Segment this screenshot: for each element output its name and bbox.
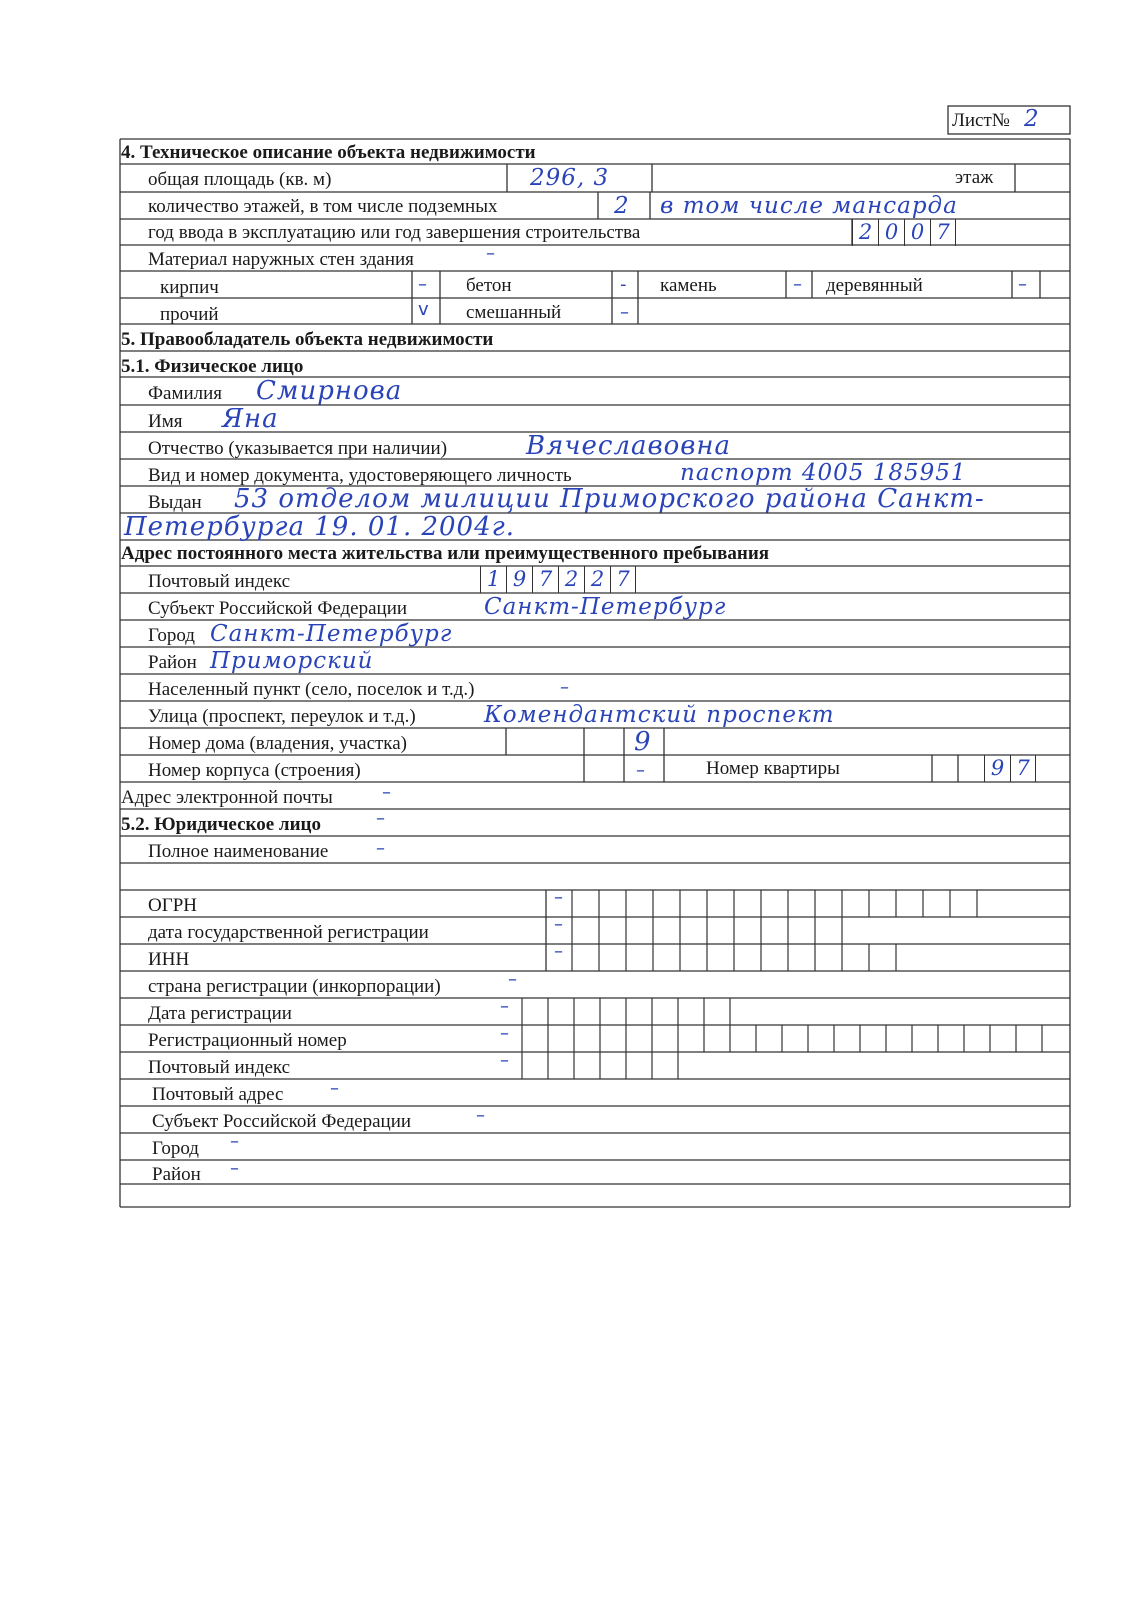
section5-title: 5. Правообладатель объекта недвижимости <box>121 329 494 350</box>
digit-cell[interactable]: 7 <box>532 566 558 593</box>
subject-label: Субъект Российской Федерации <box>148 598 408 619</box>
city-value[interactable]: Санкт-Петербург <box>210 621 453 647</box>
sheet-number: 2 <box>1024 106 1040 132</box>
postcode-label: Почтовый индекс <box>148 571 291 592</box>
district2-label: Район <box>152 1164 201 1185</box>
ogrn-label: ОГРН <box>148 895 197 916</box>
email-label: Адрес электронной почты <box>121 787 333 808</box>
digit-cell[interactable]: 2 <box>852 219 878 246</box>
street-value[interactable]: Комендантский проспект <box>484 702 835 728</box>
patronymic-label: Отчество (указывается при наличии) <box>148 438 448 459</box>
digit-cell[interactable]: 9 <box>506 566 532 593</box>
walls-label: Материал наружных стен здания <box>148 249 414 270</box>
digit-cell[interactable]: 0 <box>904 219 930 246</box>
country-label: страна регистрации (инкорпорации) <box>148 976 441 997</box>
issued-value-2[interactable]: Петербурга 19. 01. 2004г. <box>124 512 516 542</box>
stone-label: камень <box>660 275 717 296</box>
year-label: год ввода в эксплуатацию или год завершения строительства <box>148 222 641 243</box>
city2-label: Город <box>152 1138 199 1159</box>
locality-value[interactable]: – <box>560 677 569 698</box>
section4-title: 4. Техническое описание объекта недвижимости <box>121 142 536 163</box>
digit-cell[interactable]: 7 <box>610 566 636 593</box>
surname-label: Фамилия <box>148 383 223 404</box>
floors-label: количество этажей, в том числе подземных <box>148 196 498 217</box>
digit-cell[interactable]: 1 <box>480 566 506 593</box>
building-label: Номер корпуса (строения) <box>148 760 361 781</box>
fullname-value[interactable]: – <box>376 838 385 859</box>
subject2-label: Субъект Российской Федерации <box>152 1111 412 1132</box>
stone-value[interactable]: – <box>793 274 802 295</box>
patronymic-value[interactable]: Вячеславовна <box>526 431 732 461</box>
doc-label: Вид и номер документа, удостоверяющего личность <box>148 465 572 486</box>
flat-cells[interactable] <box>984 755 1036 782</box>
mixed-label: смешанный <box>466 302 562 323</box>
legal-value[interactable]: – <box>376 808 385 829</box>
regnum-value[interactable]: – <box>500 1023 509 1044</box>
address-title: Адрес постоянного места жительства или преимущественного пребывания <box>121 543 770 564</box>
area-value[interactable]: 296, 3 <box>530 165 610 191</box>
mixed-value[interactable]: – <box>620 302 629 323</box>
digit-cell[interactable]: 9 <box>984 755 1010 782</box>
digit-cell[interactable]: 7 <box>1010 755 1036 782</box>
postcode-cells[interactable] <box>480 566 636 593</box>
doc-value[interactable]: паспорт 4005 185951 <box>680 460 967 486</box>
regnum-label: Регистрационный номер <box>148 1030 347 1051</box>
legal-title: 5.2. Юридическое лицо <box>121 814 321 835</box>
other-label: прочий <box>160 304 219 325</box>
house-label: Номер дома (владения, участка) <box>148 733 408 754</box>
ogrn-value[interactable]: – <box>554 887 563 908</box>
district-value[interactable]: Приморский <box>210 648 374 674</box>
digit-cell[interactable]: 0 <box>878 219 904 246</box>
inn-value[interactable]: – <box>554 941 563 962</box>
fullname-label: Полное наименование <box>148 841 329 862</box>
postcode2-value[interactable]: – <box>500 1050 509 1071</box>
regdate2-label: Дата регистрации <box>148 1003 292 1024</box>
floor-label: этаж <box>955 167 994 188</box>
concrete-value[interactable]: - <box>620 274 627 295</box>
house-value[interactable]: 9 <box>634 727 652 757</box>
floors-value[interactable]: 2 <box>614 193 630 219</box>
wood-value[interactable]: – <box>1018 274 1027 295</box>
postaddr-value[interactable]: – <box>330 1078 339 1099</box>
area-label: общая площадь (кв. м) <box>148 169 332 190</box>
brick-label: кирпич <box>160 277 219 298</box>
floors-note[interactable]: в том числе мансарда <box>660 193 958 219</box>
country-value[interactable]: – <box>508 969 517 990</box>
wood-label: деревянный <box>826 275 923 296</box>
regdate-label: дата государственной регистрации <box>148 922 429 943</box>
concrete-label: бетон <box>466 275 512 296</box>
issued-label: Выдан <box>148 492 202 513</box>
locality-label: Населенный пункт (село, поселок и т.д.) <box>148 679 475 700</box>
subject2-value[interactable]: – <box>476 1105 485 1126</box>
issued-value-1[interactable]: 53 отделом милиции Приморского района Санкт- <box>234 484 985 514</box>
digit-cell[interactable]: 2 <box>584 566 610 593</box>
city2-value[interactable]: – <box>230 1131 239 1152</box>
district2-value[interactable]: – <box>230 1158 239 1179</box>
flat-label: Номер квартиры <box>706 758 840 779</box>
brick-value[interactable]: – <box>418 274 427 295</box>
regdate2-value[interactable]: – <box>500 996 509 1017</box>
digit-cell[interactable]: 2 <box>558 566 584 593</box>
regdate-value[interactable]: – <box>554 914 563 935</box>
surname-value[interactable]: Смирнова <box>256 376 403 406</box>
individual-title: 5.1. Физическое лицо <box>121 356 304 377</box>
walls-value[interactable]: – <box>486 243 495 264</box>
street-label: Улица (проспект, переулок и т.д.) <box>148 706 416 727</box>
digit-cell[interactable]: 7 <box>930 219 956 246</box>
district-label: Район <box>148 652 197 673</box>
postaddr-label: Почтовый адрес <box>152 1084 284 1105</box>
city-label: Город <box>148 625 195 646</box>
subject-value[interactable]: Санкт-Петербург <box>484 594 727 620</box>
other-value[interactable]: v <box>418 299 429 320</box>
sheet-label: Лист№ <box>952 110 1010 131</box>
building-value[interactable]: – <box>636 760 645 781</box>
postcode2-label: Почтовый индекс <box>148 1057 291 1078</box>
name-value[interactable]: Яна <box>222 404 279 434</box>
inn-label: ИНН <box>148 949 190 970</box>
name-label: Имя <box>148 411 183 432</box>
email-value[interactable]: – <box>382 782 391 803</box>
year-cells[interactable] <box>852 219 956 246</box>
